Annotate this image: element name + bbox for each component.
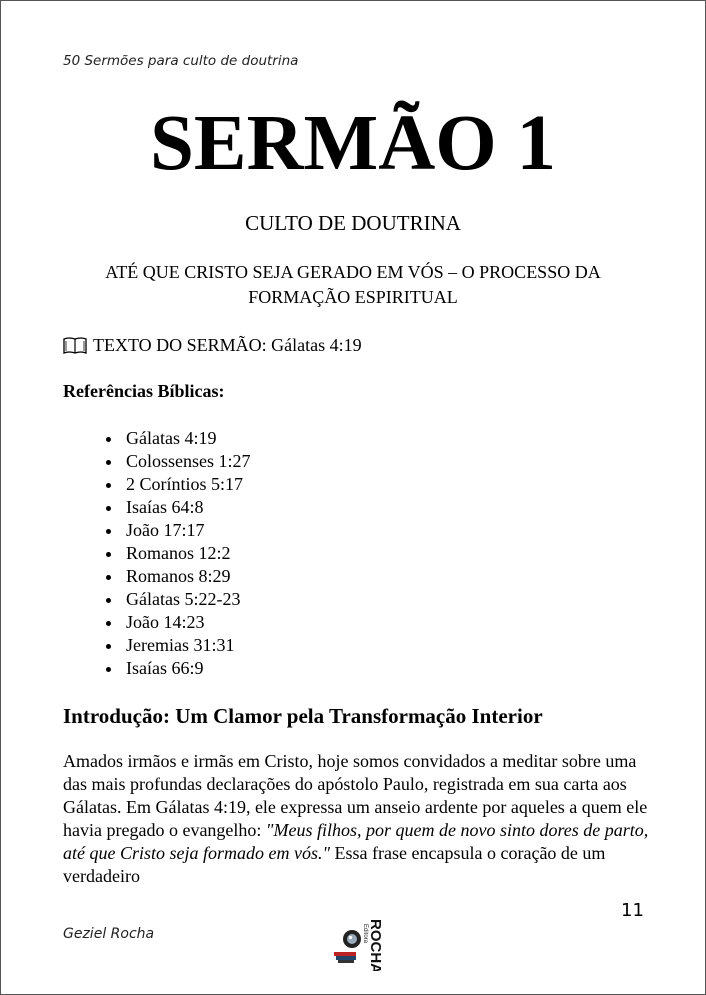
sermon-theme: ATÉ QUE CRISTO SEJA GERADO EM VÓS – O PROCESSO DA FORMAÇÃO ESPIRITUAL bbox=[105, 262, 601, 307]
logo-small-text: Editora bbox=[362, 924, 368, 944]
reference-item: • João 14:23 bbox=[123, 611, 251, 634]
open-book-icon bbox=[63, 337, 87, 355]
reference-item: • Romanos 12:2 bbox=[123, 542, 251, 565]
sermon-text-reference bbox=[63, 335, 362, 356]
reference-item: • 2 Coríntios 5:17 bbox=[123, 473, 251, 496]
reference-item: • João 17:17 bbox=[123, 519, 251, 542]
reference-item: • Isaías 66:9 bbox=[123, 657, 251, 680]
page-number: 11 bbox=[621, 900, 644, 921]
intro-text-start: Amados irmãos e irmãs em Cristo, hoje somos convidados a meditar sobre uma das mais profundas declarações do apóstolo Paulo, registrada em sua carta aos Gálatas. Em Gálatas 4:19, ele expressa um anseio ardente por aqueles a quem ele havia pregado o evangelho: bbox=[63, 751, 648, 840]
author-name: Geziel Rocha bbox=[63, 926, 155, 942]
introduction-paragraph bbox=[63, 750, 653, 888]
reference-item: • Colossenses 1:27 bbox=[123, 450, 251, 473]
reference-item: • Romanos 8:29 bbox=[123, 565, 251, 588]
publisher-logo bbox=[328, 919, 404, 971]
intro-text-end: Essa frase encapsula o coração de um verdadeiro bbox=[63, 843, 606, 886]
reference-item: • Gálatas 4:19 bbox=[123, 427, 251, 450]
introduction-heading: Introdução: Um Clamor pela Transformação Interior bbox=[63, 704, 543, 728]
subtitle: CULTO DE DOUTRINA bbox=[245, 211, 461, 235]
intro-quote: "Meus filhos, por quem de novo sinto dores de parto, até que Cristo seja formado em vós." bbox=[63, 820, 649, 863]
references-list bbox=[63, 427, 251, 680]
reference-item: • Isaías 64:8 bbox=[123, 496, 251, 519]
logo-name: ROCHA bbox=[367, 919, 384, 971]
reference-item: • Gálatas 5:22-23 bbox=[123, 588, 251, 611]
running-header: 50 Sermões para culto de doutrina bbox=[63, 53, 299, 69]
references-heading: Referências Bíblicas: bbox=[63, 381, 225, 401]
page-title: SERMÃO 1 bbox=[150, 100, 556, 187]
sermon-text-label: TEXTO DO SERMÃO: Gálatas 4:19 bbox=[93, 335, 362, 355]
reference-item: • Jeremias 31:31 bbox=[123, 634, 251, 657]
